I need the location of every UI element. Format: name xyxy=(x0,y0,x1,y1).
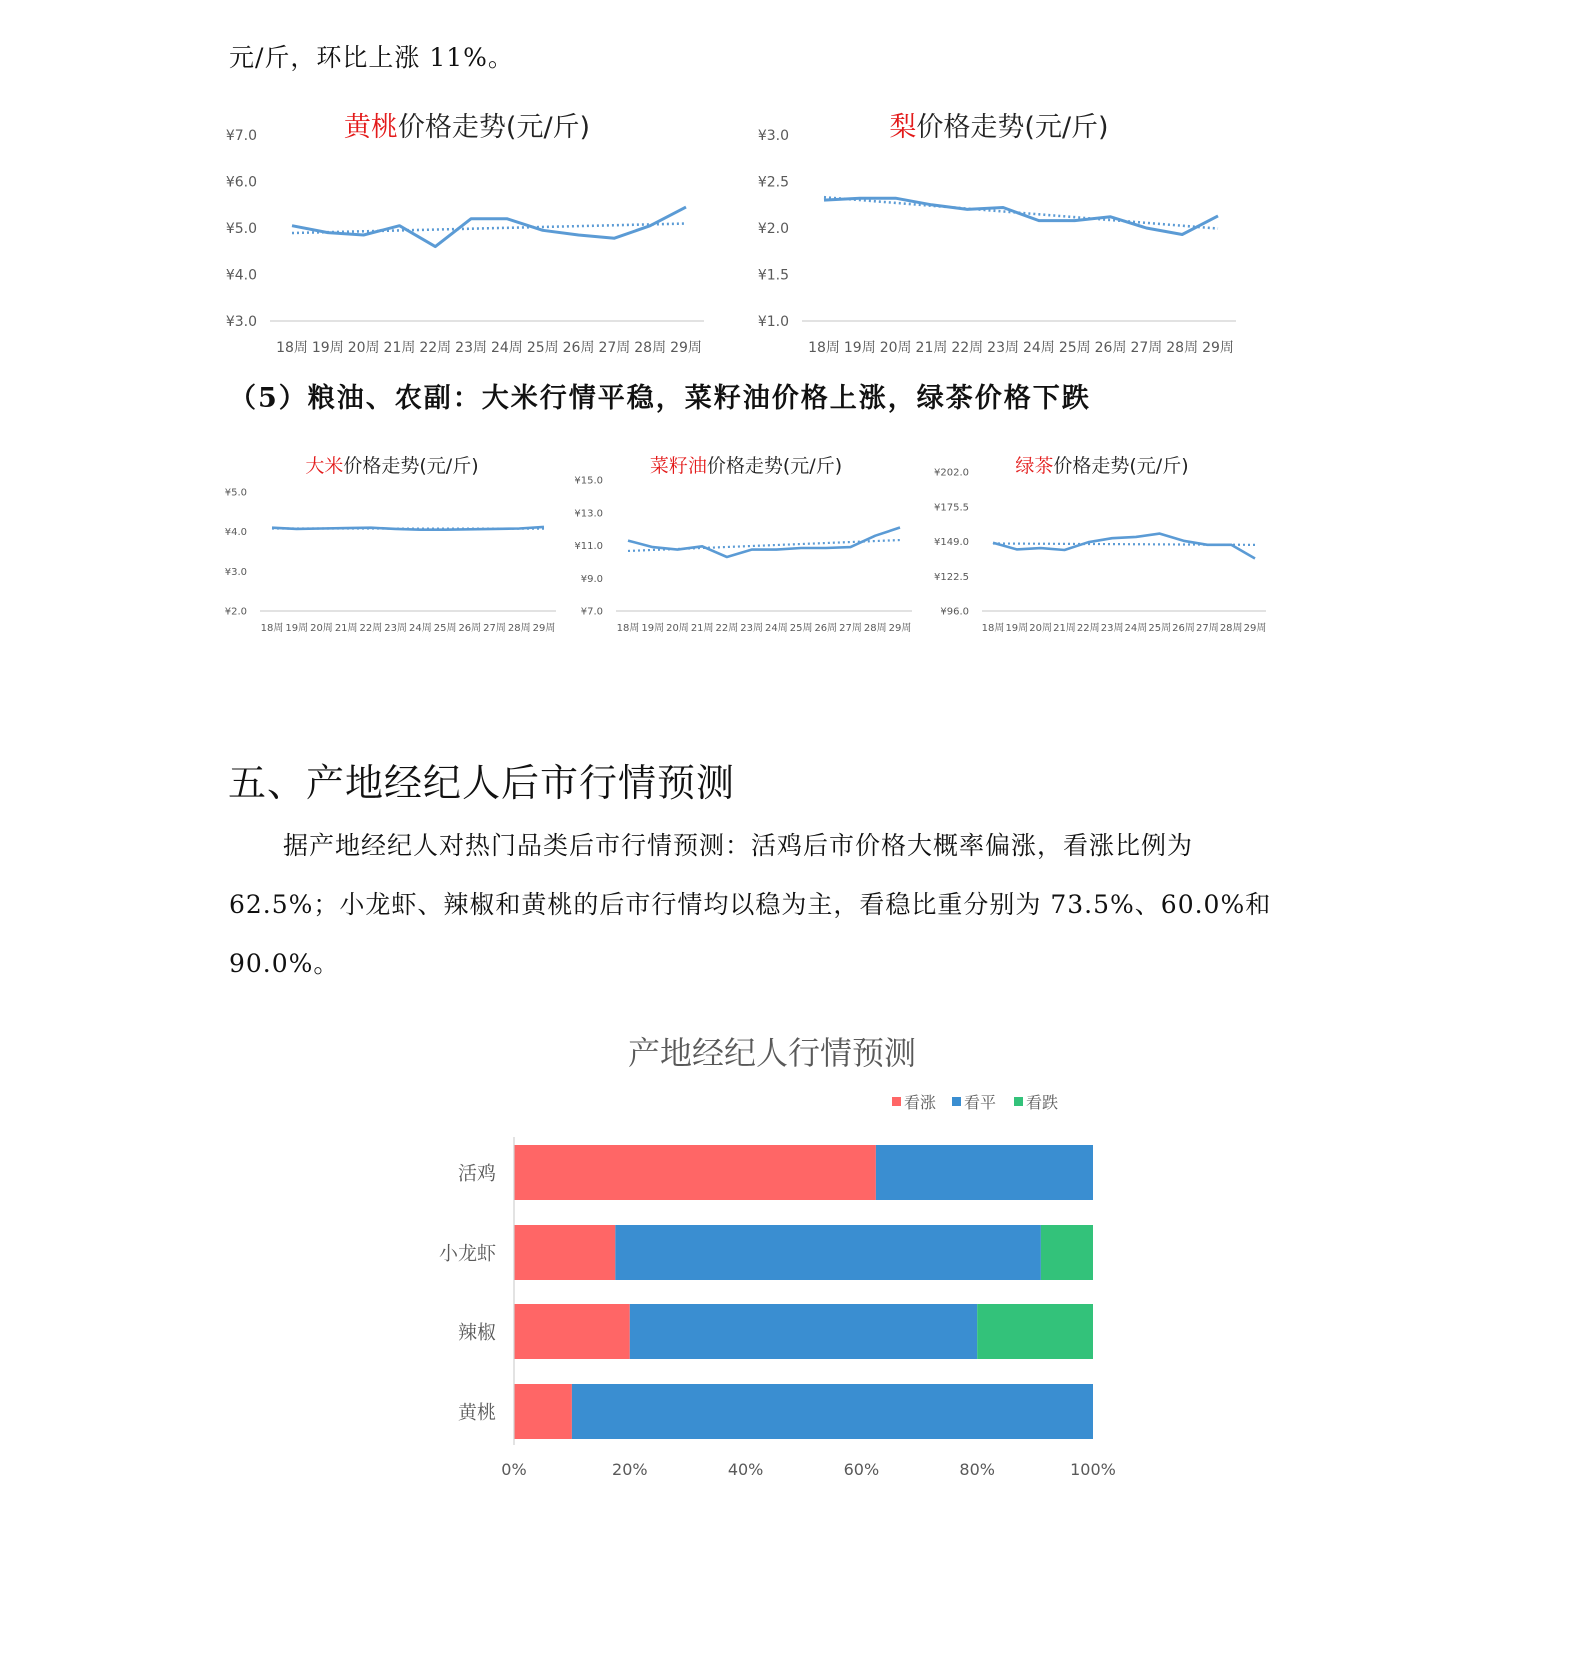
x-tick-label: 19周 xyxy=(1005,623,1029,634)
chart-title-highlight: 黄桃 xyxy=(343,112,398,143)
chart-title-highlight: 大米 xyxy=(305,455,344,477)
x-tick-label: 26周 xyxy=(1172,623,1195,634)
x-tick-label: 24周 xyxy=(1124,623,1148,634)
x-tick-label: 28周 xyxy=(634,340,667,356)
x-tick-label: 25周 xyxy=(1148,623,1172,634)
x-tick-label: 80% xyxy=(959,1460,995,1479)
y-tick-label: ¥2.5 xyxy=(757,174,789,191)
x-tick-label: 21周 xyxy=(1053,623,1076,634)
chart-title-rest: 价格走势(元/斤) xyxy=(343,455,479,477)
x-tick-label: 20% xyxy=(612,1460,648,1479)
x-tick-label: 28周 xyxy=(863,623,887,634)
chart-title-rest: 价格走势(元/斤) xyxy=(706,455,843,477)
y-tick-label: ¥6.0 xyxy=(225,174,257,191)
y-tick-label: ¥3.0 xyxy=(225,313,257,330)
pear-price-chart xyxy=(752,100,1252,365)
legend-swatch xyxy=(1014,1097,1023,1106)
x-tick-label: 22周 xyxy=(1076,623,1100,634)
x-tick-label: 23周 xyxy=(1100,623,1124,634)
bar-segment xyxy=(514,1225,615,1280)
bar-segment xyxy=(615,1225,1041,1280)
x-tick-label: 27周 xyxy=(1195,623,1219,634)
x-tick-label: 19周 xyxy=(843,340,876,356)
x-tick-label: 25周 xyxy=(526,340,559,356)
top-line-text: 元/斤，环比上涨 11%。 xyxy=(229,43,514,72)
y-tick-label: ¥1.5 xyxy=(757,267,789,284)
y-tick-label: ¥4.0 xyxy=(224,527,247,539)
x-tick-label: 29周 xyxy=(888,623,912,634)
x-tick-label: 29周 xyxy=(1202,340,1234,356)
x-tick-label: 20周 xyxy=(879,340,912,356)
y-tick-label: ¥9.0 xyxy=(580,573,603,585)
x-tick-label: 22周 xyxy=(715,623,739,634)
x-tick-label: 18周 xyxy=(276,340,308,356)
rice-price-chart xyxy=(222,448,567,644)
y-tick-label: ¥1.0 xyxy=(757,313,789,330)
x-tick-label: 23周 xyxy=(455,340,488,356)
x-tick-label: 20周 xyxy=(1029,623,1053,634)
x-tick-label: 27周 xyxy=(483,623,506,634)
legend-label: 看平 xyxy=(964,1093,997,1112)
forecast-paragraph-line-3: 90.0%。 xyxy=(229,949,340,978)
y-tick-label: ¥7.0 xyxy=(580,606,603,618)
price-series-line xyxy=(824,198,1218,234)
x-tick-label: 100% xyxy=(1070,1460,1116,1479)
y-category-label: 黄桃 xyxy=(457,1401,496,1424)
chart-title xyxy=(650,455,842,477)
y-tick-label: ¥175.5 xyxy=(934,502,969,514)
legend-label: 看涨 xyxy=(904,1093,937,1112)
bar-segment xyxy=(1041,1225,1093,1280)
broker-forecast-stacked-bar-chart xyxy=(420,1020,1160,1490)
x-tick-label: 21周 xyxy=(690,623,714,634)
bar-segment xyxy=(514,1145,876,1200)
x-tick-label: 20周 xyxy=(347,340,380,356)
x-tick-label: 21周 xyxy=(915,340,948,356)
y-tick-label: ¥96.0 xyxy=(940,606,969,618)
y-category-label: 活鸡 xyxy=(457,1162,496,1185)
y-tick-label: ¥5.0 xyxy=(224,487,247,499)
y-tick-label: ¥3.0 xyxy=(224,566,247,578)
x-tick-label: 22周 xyxy=(951,340,984,356)
price-series-line xyxy=(292,207,686,247)
x-tick-label: 25周 xyxy=(789,623,813,634)
x-tick-label: 29周 xyxy=(532,623,556,634)
chart-title xyxy=(889,112,1108,143)
y-tick-label: ¥5.0 xyxy=(225,220,257,237)
x-tick-label: 18周 xyxy=(808,340,840,356)
bar-segment xyxy=(514,1304,630,1359)
chart-title xyxy=(305,455,478,477)
y-tick-label: ¥15.0 xyxy=(574,475,603,487)
y-category-label: 小龙虾 xyxy=(438,1242,496,1265)
x-tick-label: 21周 xyxy=(334,623,358,634)
x-tick-label: 24周 xyxy=(490,340,523,356)
x-tick-label: 26周 xyxy=(458,623,482,634)
y-tick-label: ¥11.0 xyxy=(574,541,603,552)
x-tick-label: 20周 xyxy=(310,623,333,634)
bar-segment xyxy=(572,1384,1093,1439)
y-tick-label: ¥122.5 xyxy=(934,571,969,583)
x-tick-label: 19周 xyxy=(641,623,665,634)
x-tick-label: 21周 xyxy=(383,340,416,356)
price-series-line xyxy=(993,534,1255,559)
x-tick-label: 19周 xyxy=(311,340,344,356)
x-tick-label: 22周 xyxy=(419,340,452,356)
yellow-peach-price-chart xyxy=(220,100,720,365)
chart-title-rest: 价格走势(元/斤) xyxy=(1053,455,1189,477)
x-tick-label: 23周 xyxy=(987,340,1020,356)
rapeseed-oil-price-chart xyxy=(574,448,923,644)
forecast-paragraph-line-1: 据产地经纪人对热门品类后市行情预测：活鸡后市价格大概率偏涨，看涨比例为 xyxy=(283,831,1194,860)
bar-segment xyxy=(977,1304,1093,1359)
x-tick-label: 28周 xyxy=(1219,623,1243,634)
x-tick-label: 29周 xyxy=(1243,623,1267,634)
x-tick-label: 18周 xyxy=(260,623,284,634)
legend-swatch xyxy=(892,1097,901,1106)
bar-segment xyxy=(630,1304,977,1359)
green-tea-price-chart xyxy=(936,448,1281,644)
x-tick-label: 24周 xyxy=(408,623,432,634)
bar-chart-title: 产地经纪人行情预测 xyxy=(627,1034,917,1072)
x-tick-label: 24周 xyxy=(764,623,788,634)
chart-title-highlight: 菜籽油 xyxy=(649,455,707,477)
x-tick-label: 0% xyxy=(501,1460,527,1479)
y-category-label: 辣椒 xyxy=(457,1321,496,1344)
x-tick-label: 25周 xyxy=(433,623,457,634)
chart-title-rest: 价格走势(元/斤) xyxy=(397,112,591,143)
x-tick-label: 25周 xyxy=(1058,340,1091,356)
x-tick-label: 28周 xyxy=(507,623,531,634)
legend-label: 看跌 xyxy=(1026,1093,1059,1112)
bar-segment xyxy=(514,1384,572,1439)
y-tick-label: ¥2.0 xyxy=(757,220,789,237)
x-tick-label: 40% xyxy=(727,1460,764,1479)
chart-title xyxy=(344,112,590,143)
chart-title-highlight: 梨 xyxy=(889,112,917,143)
x-tick-label: 27周 xyxy=(598,340,631,356)
forecast-paragraph-line-2: 62.5%；小龙虾、辣椒和黄桃的后市行情均以稳为主，看稳比重分别为 73.5%、60.0%和 xyxy=(229,890,1272,919)
x-tick-label: 23周 xyxy=(740,623,764,634)
x-tick-label: 26周 xyxy=(562,340,595,356)
x-tick-label: 27周 xyxy=(839,623,862,634)
trend-line xyxy=(292,224,686,233)
y-tick-label: ¥4.0 xyxy=(225,267,257,284)
x-tick-label: 24周 xyxy=(1022,340,1055,356)
x-tick-label: 20周 xyxy=(666,623,689,634)
y-tick-label: ¥13.0 xyxy=(574,508,603,520)
chart-title-rest: 价格走势(元/斤) xyxy=(916,112,1109,143)
x-tick-label: 29周 xyxy=(670,340,702,356)
section-5-heading: （5）粮油、农副：大米行情平稳，菜籽油价格上涨，绿茶价格下跌 xyxy=(229,383,1091,414)
bar-segment xyxy=(876,1145,1093,1200)
x-tick-label: 23周 xyxy=(384,623,408,634)
x-tick-label: 18周 xyxy=(981,623,1005,634)
x-tick-label: 60% xyxy=(843,1460,880,1479)
x-tick-label: 22周 xyxy=(359,623,383,634)
y-tick-label: ¥7.0 xyxy=(225,127,257,144)
x-tick-label: 27周 xyxy=(1130,340,1163,356)
section-v-title: 五、产地经纪人后市行情预测 xyxy=(228,761,736,805)
x-tick-label: 18周 xyxy=(616,623,640,634)
x-tick-label: 28周 xyxy=(1166,340,1199,356)
y-tick-label: ¥202.0 xyxy=(934,467,969,479)
y-tick-label: ¥2.0 xyxy=(224,606,247,618)
y-tick-label: ¥149.0 xyxy=(934,537,969,548)
chart-title xyxy=(1015,455,1188,477)
x-tick-label: 19周 xyxy=(285,623,309,634)
x-tick-label: 26周 xyxy=(1094,340,1127,356)
legend-swatch xyxy=(952,1097,961,1106)
y-tick-label: ¥3.0 xyxy=(757,127,789,144)
x-tick-label: 26周 xyxy=(814,623,838,634)
chart-title-highlight: 绿茶 xyxy=(1015,455,1054,477)
